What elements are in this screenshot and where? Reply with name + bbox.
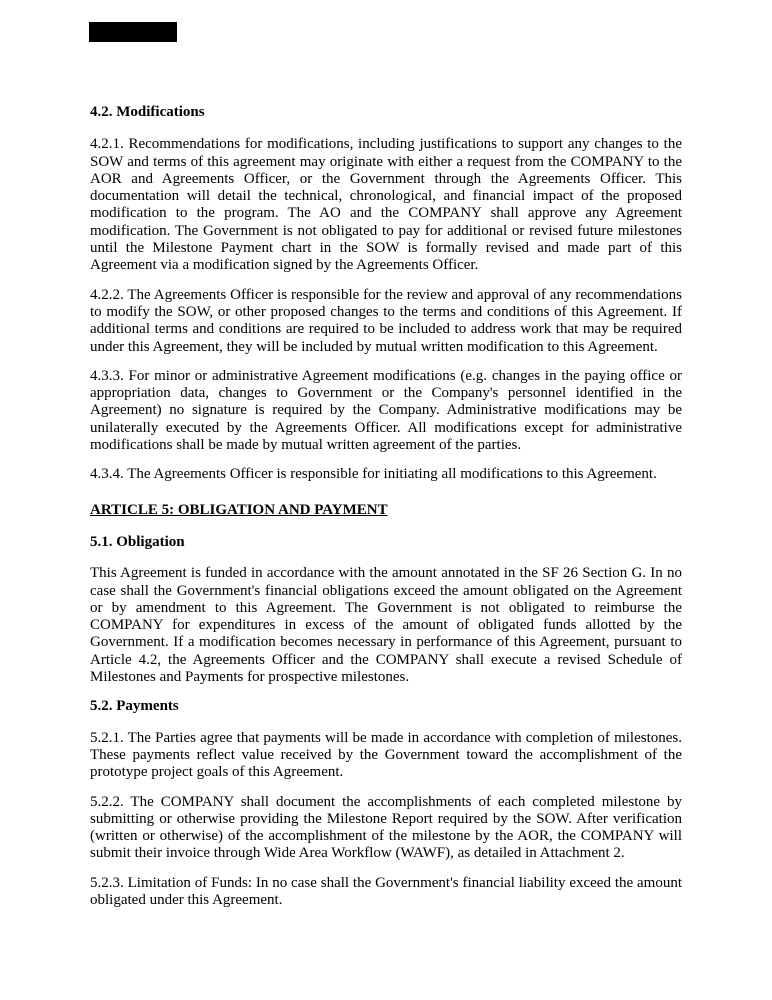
heading-4-2-modifications: 4.2. Modifications [90,104,205,120]
redaction-bar [89,22,177,42]
paragraph-5-2-2: 5.2.2. The COMPANY shall document the accomplishments of each completed milestone by submitting or otherwise providing the Milestone Report required by the SOW. After verification (written or otherwise) of the accomplishment of the milestone by the AOR, the COMPANY will submit their invoice through Wide Area Workflow (WAWF), as detailed in Attachment 2. [90,793,682,862]
paragraph-4-2-1: 4.2.1. Recommendations for modifications, including justifications to support any changes to the SOW and terms of this agreement may originate with either a request from the COMPANY to the AOR and Agreements Officer, or the Government through the Agreements Officer. This documentation will detail the technical, chronological, and financial impact of the proposed modification to the program. The AO and the COMPANY shall approve any Agreement modification. The Government is not obligated to pay for additional or revised future milestones until the Milestone Payment chart in the SOW is formally revised and made part of this Agreement via a modification signed by the Agreements Officer. [90,136,682,274]
paragraph-5-2-3: 5.2.3. Limitation of Funds: In no case shall the Government's financial liability exceed the amount obligated under this Agreement. [90,874,682,908]
heading-5-2-payments: 5.2. Payments [90,698,179,715]
paragraph-4-3-3: 4.3.3. For minor or administrative Agreement modifications (e.g. changes in the paying office or appropriation data, changes to Government or the Company's personnel identified in the Agreement) no signature is required by the Company. Administrative modifications may be unilaterally executed by the Agreements Officer. All modifications except for administrative modifications shall be made by mutual written agreement of the parties. [90,367,682,454]
paragraph-4-3-4: 4.3.4. The Agreements Officer is responsible for initiating all modifications to this Agreement. [90,466,657,483]
heading-5-1-obligation: 5.1. Obligation [90,533,185,550]
document-content [90,104,682,921]
paragraph-5-1: This Agreement is funded in accordance with the amount annotated in the SF 26 Section G. In no case shall the Government's financial obligations exceed the amount obligated on the Agreement or by amendment to this Agreement. The Government is not obligated to reimburse the COMPANY for expenditures in excess of the amount of obligated funds allotted by the Government. If a modification becomes necessary in performance of this Agreement, pursuant to Article 4.2, the Agreements Officer and the COMPANY shall execute a revised Schedule of Milestones and Payments for prospective milestones. [90,565,682,686]
paragraph-4-2-2: 4.2.2. The Agreements Officer is responsible for the review and approval of any recommendations to modify the SOW, or other proposed changes to the terms and conditions of this Agreement. If additional terms and conditions are required to be included to address work that may be required under this Agreement, they will be included by mutual written modification to this Agreement. [90,286,682,355]
paragraph-5-2-1: 5.2.1. The Parties agree that payments will be made in accordance with completion of milestones. These payments reflect value received by the Government toward the accomplishment of the prototype project goals of this Agreement. [90,729,682,781]
heading-article-5: ARTICLE 5: OBLIGATION AND PAYMENT [90,501,388,518]
